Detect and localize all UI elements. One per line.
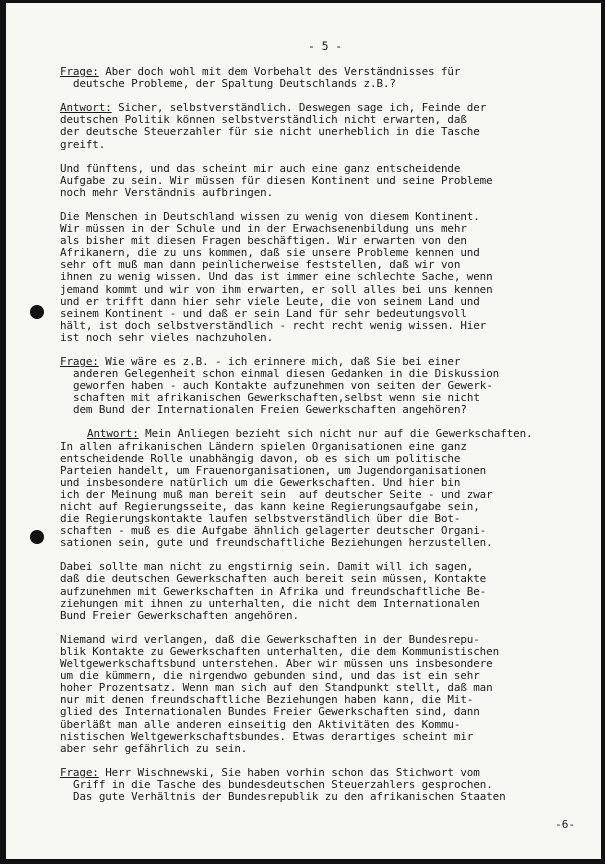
paragraph xyxy=(60,767,590,803)
continuation-marker: -6- xyxy=(555,818,575,831)
line-text: greift. xyxy=(60,137,106,151)
line-text: nur mit denen freundschaftliche Beziehungen haben kann, die Mit- xyxy=(60,693,474,707)
line-text: ihnen zu wenig wissen. Und das ist immer eine schlechte Sache, wenn xyxy=(60,270,493,284)
text-line xyxy=(60,791,590,803)
line-text: die Regierungskontakte laufen selbstverständlich über die Bot- xyxy=(60,512,461,526)
paragraph xyxy=(60,561,590,621)
line-text: noch mehr Verständnis aufbringen. xyxy=(60,185,274,199)
paragraph xyxy=(60,634,590,755)
line-text: sationen sein, gute und freundschaftliche Beziehungen herzustellen. xyxy=(60,536,493,550)
line-text: ich der Meinung muß man bereit sein auf deutscher Seite - und zwar xyxy=(60,487,493,501)
paragraph xyxy=(60,428,590,549)
line-text: sehr oft muß man dann peinlicherweise feststellen, daß wir von xyxy=(60,258,461,272)
line-text: glied des Internationalen Bundes Freier Gewerkschaften sind, dann xyxy=(60,705,480,719)
line-text: Dabei sollte man nicht zu engstirnig sein. Damit will ich sagen, xyxy=(60,560,474,574)
line-text: geworfen haben - auch Kontakte aufzunehmen von seiten der Gewerk- xyxy=(73,379,493,393)
line-text: jemand kommt und wir von ihm erwarten, er soll alles bei uns kennen xyxy=(60,282,493,296)
line-text: dem Bund der Internationalen Freien Gewerkschaften angehören? xyxy=(73,403,467,417)
paragraph xyxy=(60,356,590,416)
line-text: Niemand wird verlangen, daß die Gewerkschaften in der Bundesrepu- xyxy=(60,632,480,646)
paragraph xyxy=(60,102,590,150)
line-text: ist noch sehr vieles nachzuholen. xyxy=(60,330,274,344)
line-text: nistischen Weltgewerkschaftsbundes. Etwas derartiges scheint mir xyxy=(60,729,474,743)
line-text: Und fünftens, und das scheint mir auch eine ganz entscheidende xyxy=(60,161,461,175)
line-text: Aber doch wohl mit dem Vorbehalt des Verständnisses für xyxy=(98,65,461,79)
line-text: und insbesondere natürlich um die Gewerkschaften. Und hier bin xyxy=(60,475,461,489)
line-text: entscheidende Rolle unabhängig davon, ob es sich um politische xyxy=(60,451,461,465)
line-text: Bund Freier Gewerkschaften angehören. xyxy=(60,608,299,622)
line-text: aber sehr gefährlich zu sein. xyxy=(60,741,248,755)
text-line xyxy=(60,610,590,622)
line-text: schaften - muß es die Aufgabe ähnlich gelagerter deutscher Organi- xyxy=(60,524,487,538)
text-line xyxy=(60,139,590,151)
text-line xyxy=(60,78,590,90)
line-text: hält, ist doch selbstverständlich - recht recht wenig wissen. Hier xyxy=(60,318,487,332)
punch-hole xyxy=(30,305,44,319)
speaker-label: Frage: xyxy=(60,354,99,368)
text-line xyxy=(60,537,590,549)
line-text: seinem Kontinent - und daß er sein Land für sehr bedeutungsvoll xyxy=(60,306,467,320)
line-text: als bisher mit diesen Fragen beschäftigen. Wir erwarten von den xyxy=(60,234,467,248)
line-text: ziehungen mit ihnen zu unterhalten, die nicht dem Internationalen xyxy=(60,596,480,610)
line-text: um die kümmern, die nirgendwo gebunden sind, und das ist ein sehr xyxy=(60,669,480,683)
line-text: deutschen Politik können selbstverständlich nicht erwarten, daß xyxy=(60,113,467,127)
text-line xyxy=(60,332,590,344)
line-text: anderen Gelegenheit schon einmal diesen Gedanken in die Diskussion xyxy=(73,367,500,381)
line-text: der deutsche Steuerzahler für sie nicht unerheblich in die Tasche xyxy=(60,125,480,139)
line-text: Herr Wischnewski, Sie haben vorhin schon das Stichwort vom xyxy=(98,765,480,779)
line-text: nicht auf Regierungsseite, das kann keine Regierungsaufgabe sein, xyxy=(60,500,480,513)
speaker-label: Frage: xyxy=(60,65,99,79)
line-text: aufzunehmen mit Gewerkschaften in Afrika und freundschaftliche Be- xyxy=(60,584,487,598)
line-text: Wir müssen in der Schule und in der Erwachsenenbildung uns mehr xyxy=(60,222,467,236)
speaker-label: Antwort: xyxy=(60,101,112,115)
text-line xyxy=(60,404,590,416)
line-text: hoher Prozentsatz. Wenn man sich auf den Standpunkt stellt, daß man xyxy=(60,681,493,695)
speaker-label: Frage: xyxy=(60,765,99,779)
text-line xyxy=(60,126,590,138)
line-text: Die Menschen in Deutschland wissen zu wenig von diesem Kontinent. xyxy=(60,209,480,223)
text-line xyxy=(60,743,590,755)
paragraph xyxy=(60,211,590,344)
line-text: daß die deutschen Gewerkschaften auch bereit sein müssen, Kontakte xyxy=(60,572,487,586)
line-text: Aufgabe zu sein. Wir müssen für diesen Kontinent und seine Probleme xyxy=(60,173,493,187)
line-text: Afrikanern, die zu uns kommen, daß sie unsere Probleme kennen und xyxy=(60,246,480,260)
line-text: Wie wäre es z.B. - ich erinnere mich, daß Sie bei einer xyxy=(98,354,461,368)
speaker-label: Antwort: xyxy=(87,427,139,441)
line-text: deutsche Probleme, der Spaltung Deutschlands z.B.? xyxy=(73,77,396,91)
line-text: überläßt man alle anderen einseitig den Aktivitäten des Kommu- xyxy=(60,717,461,731)
punch-hole xyxy=(30,530,44,544)
text-line xyxy=(60,187,590,199)
page-number: - 5 - xyxy=(307,39,343,53)
line-text: Sicher, selbstverständlich. Deswegen sage ich, Feinde der xyxy=(111,101,487,115)
line-text: Mein Anliegen bezieht sich nicht nur auf die Gewerkschaften. xyxy=(138,427,533,441)
document-page xyxy=(60,40,590,815)
paragraph xyxy=(60,163,590,199)
line-text: Parteien handelt, um Frauenorganisationen, um Jugendorganisationen xyxy=(60,463,487,477)
line-text: In allen afrikanischen Ländern spielen Organisationen eine ganz xyxy=(60,439,467,453)
line-text: Griff in die Tasche des bundesdeutschen Steuerzahlers gesprochen. xyxy=(73,777,493,791)
document-body xyxy=(60,66,590,803)
paragraph xyxy=(60,66,590,90)
line-text: blik Kontakte zu Gewerkschaften unterhalten, die dem Kommunistischen xyxy=(60,644,500,658)
line-text: Das gute Verhältnis der Bundesrepublik zu den afrikanischen Staaten xyxy=(73,789,506,803)
line-text: schaften mit afrikanischen Gewerkschaften,selbst wenn sie nicht xyxy=(73,391,480,405)
line-text: und er trifft dann hier sehr viele Leute, die von seinem Land und xyxy=(60,294,480,308)
line-text: Weltgewerkschaftsbund unterstehen. Aber wir müssen uns insbesondere xyxy=(60,657,493,671)
